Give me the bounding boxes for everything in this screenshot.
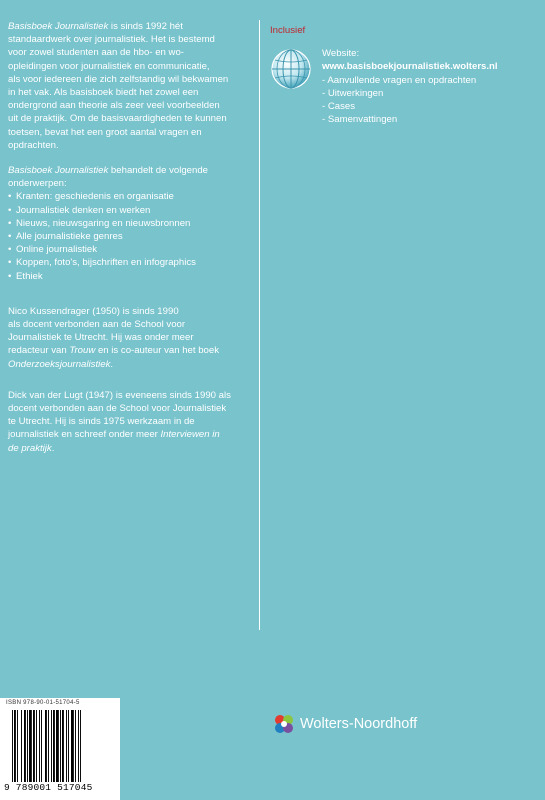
- bio-line: docent verbonden aan de School voor Journalistiek: [8, 403, 227, 415]
- list-item: • Alle journalistieke genres: [8, 230, 240, 243]
- publisher-logo: [272, 712, 417, 736]
- list-item: • Ethiek: [8, 270, 240, 283]
- barcode-bar: [21, 710, 22, 782]
- barcode-bar: [17, 710, 18, 782]
- barcode-bar: [41, 710, 42, 782]
- list-item: - Uitwerkingen: [322, 87, 498, 100]
- barcode-bar: [56, 710, 59, 782]
- extras-column: [270, 24, 540, 126]
- barcode-bars: [12, 710, 116, 782]
- inclusief-heading: Inclusief: [270, 25, 306, 36]
- author-bio-van-der-lugt: [8, 389, 240, 455]
- bio-line: Nico Kussendrager (1950) is sinds 1990: [8, 305, 179, 317]
- intro-line: als voor iedereen die zich zelfstandig wil bekwamen: [8, 73, 229, 85]
- topics-intro-text: behandelt de volgende: [108, 165, 209, 177]
- topics-intro-text: onderwerpen:: [8, 178, 67, 190]
- column-divider: [259, 20, 260, 630]
- intro-line: toetsen, bevat het een groot aantal vragen en: [8, 126, 202, 138]
- topics-list: [8, 190, 240, 282]
- website-text: [322, 47, 498, 126]
- barcode-bar: [78, 710, 79, 782]
- bio-line: Dick van der Lugt (1947) is eveneens sinds 1990 als: [8, 389, 231, 401]
- barcode-digits: 9 789001 517045: [4, 782, 93, 793]
- book-title: Onderzoeksjournalistiek: [8, 358, 111, 370]
- book-title: de praktijk: [8, 442, 52, 454]
- barcode: [0, 698, 120, 800]
- intro-line: ondergrond aan theorie als zeer veel voorbeelden: [8, 100, 220, 112]
- intro-line: in het vak. Als basisboek biedt het zowel een: [8, 87, 199, 99]
- barcode-bar: [45, 710, 47, 782]
- author-bio-kussendrager: [8, 305, 240, 371]
- description-column: [8, 20, 240, 467]
- website-label: Website:: [322, 48, 360, 60]
- intro-line: is sinds 1992 hét: [108, 21, 183, 32]
- topics-section: [8, 164, 240, 283]
- barcode-bar: [29, 710, 32, 782]
- isbn-label: ISBN 978-90-01-51704-5: [6, 700, 80, 706]
- bio-line: .: [110, 358, 114, 370]
- book-title: Basisboek Journalistiek: [8, 165, 109, 177]
- bio-line: journalistiek en schreef onder meer: [8, 429, 161, 441]
- barcode-bar: [39, 710, 40, 782]
- barcode-bar: [27, 710, 28, 782]
- bio-line: als docent verbonden aan de School voor: [8, 319, 186, 331]
- list-item: • Nieuws, nieuwsgaring en nieuwsbronnen: [8, 217, 240, 230]
- bio-line: Journalistiek te Utrecht. Hij was onder meer: [8, 332, 194, 344]
- barcode-bar: [68, 710, 69, 782]
- list-item: • Koppen, foto's, bijschriften en infographics: [8, 256, 240, 269]
- barcode-bar: [12, 710, 13, 782]
- wolters-logo-icon: [272, 712, 296, 736]
- barcode-bar: [33, 710, 35, 782]
- barcode-bar: [48, 710, 49, 782]
- barcode-bar: [53, 710, 55, 782]
- list-item: • Kranten: geschiedenis en organisatie: [8, 190, 240, 203]
- book-title: Interviewen in: [160, 429, 220, 441]
- list-item: - Cases: [322, 100, 498, 113]
- list-item: • Online journalistiek: [8, 243, 240, 256]
- barcode-bar: [51, 710, 52, 782]
- book-title: Basisboek Journalistiek: [8, 21, 109, 32]
- barcode-bar: [75, 710, 76, 782]
- barcode-bar: [71, 710, 74, 782]
- intro-line: standaardwerk over journalistiek. Het is bestemd: [8, 34, 215, 46]
- bio-line: te Utrecht. Hij is sinds 1975 werkzaam in de: [8, 416, 195, 428]
- bio-line: en is co-auteur van het boek: [95, 345, 220, 357]
- publisher-name: Wolters-Noordhoff: [300, 716, 418, 732]
- intro-line: opdrachten.: [8, 139, 59, 151]
- barcode-bar: [62, 710, 64, 782]
- intro-line: uit de praktijk. Om de basisvaardigheden te kunnen: [8, 113, 227, 125]
- bio-line: .: [51, 442, 55, 454]
- barcode-bar: [66, 710, 67, 782]
- newspaper-title: Trouw: [69, 345, 96, 357]
- website-link[interactable]: www.basisboekjournalistiek.wolters.nl: [322, 61, 498, 73]
- intro-line: opleidingen voor journalistiek en communicatie,: [8, 60, 210, 72]
- barcode-bar: [80, 710, 81, 782]
- intro-line: voor zowel studenten aan de hbo- en wo-: [8, 47, 184, 59]
- extras-list: [322, 74, 498, 127]
- list-item: • Journalistiek denken en werken: [8, 204, 240, 217]
- list-item: - Samenvattingen: [322, 113, 498, 126]
- list-item: - Aanvullende vragen en opdrachten: [322, 74, 498, 87]
- intro-paragraph: [8, 20, 240, 152]
- globe-icon: [270, 48, 312, 90]
- bio-line: redacteur van: [8, 345, 70, 357]
- barcode-bar: [14, 710, 16, 782]
- barcode-bar: [24, 710, 26, 782]
- barcode-bar: [60, 710, 61, 782]
- website-block: [270, 47, 540, 126]
- barcode-bar: [36, 710, 37, 782]
